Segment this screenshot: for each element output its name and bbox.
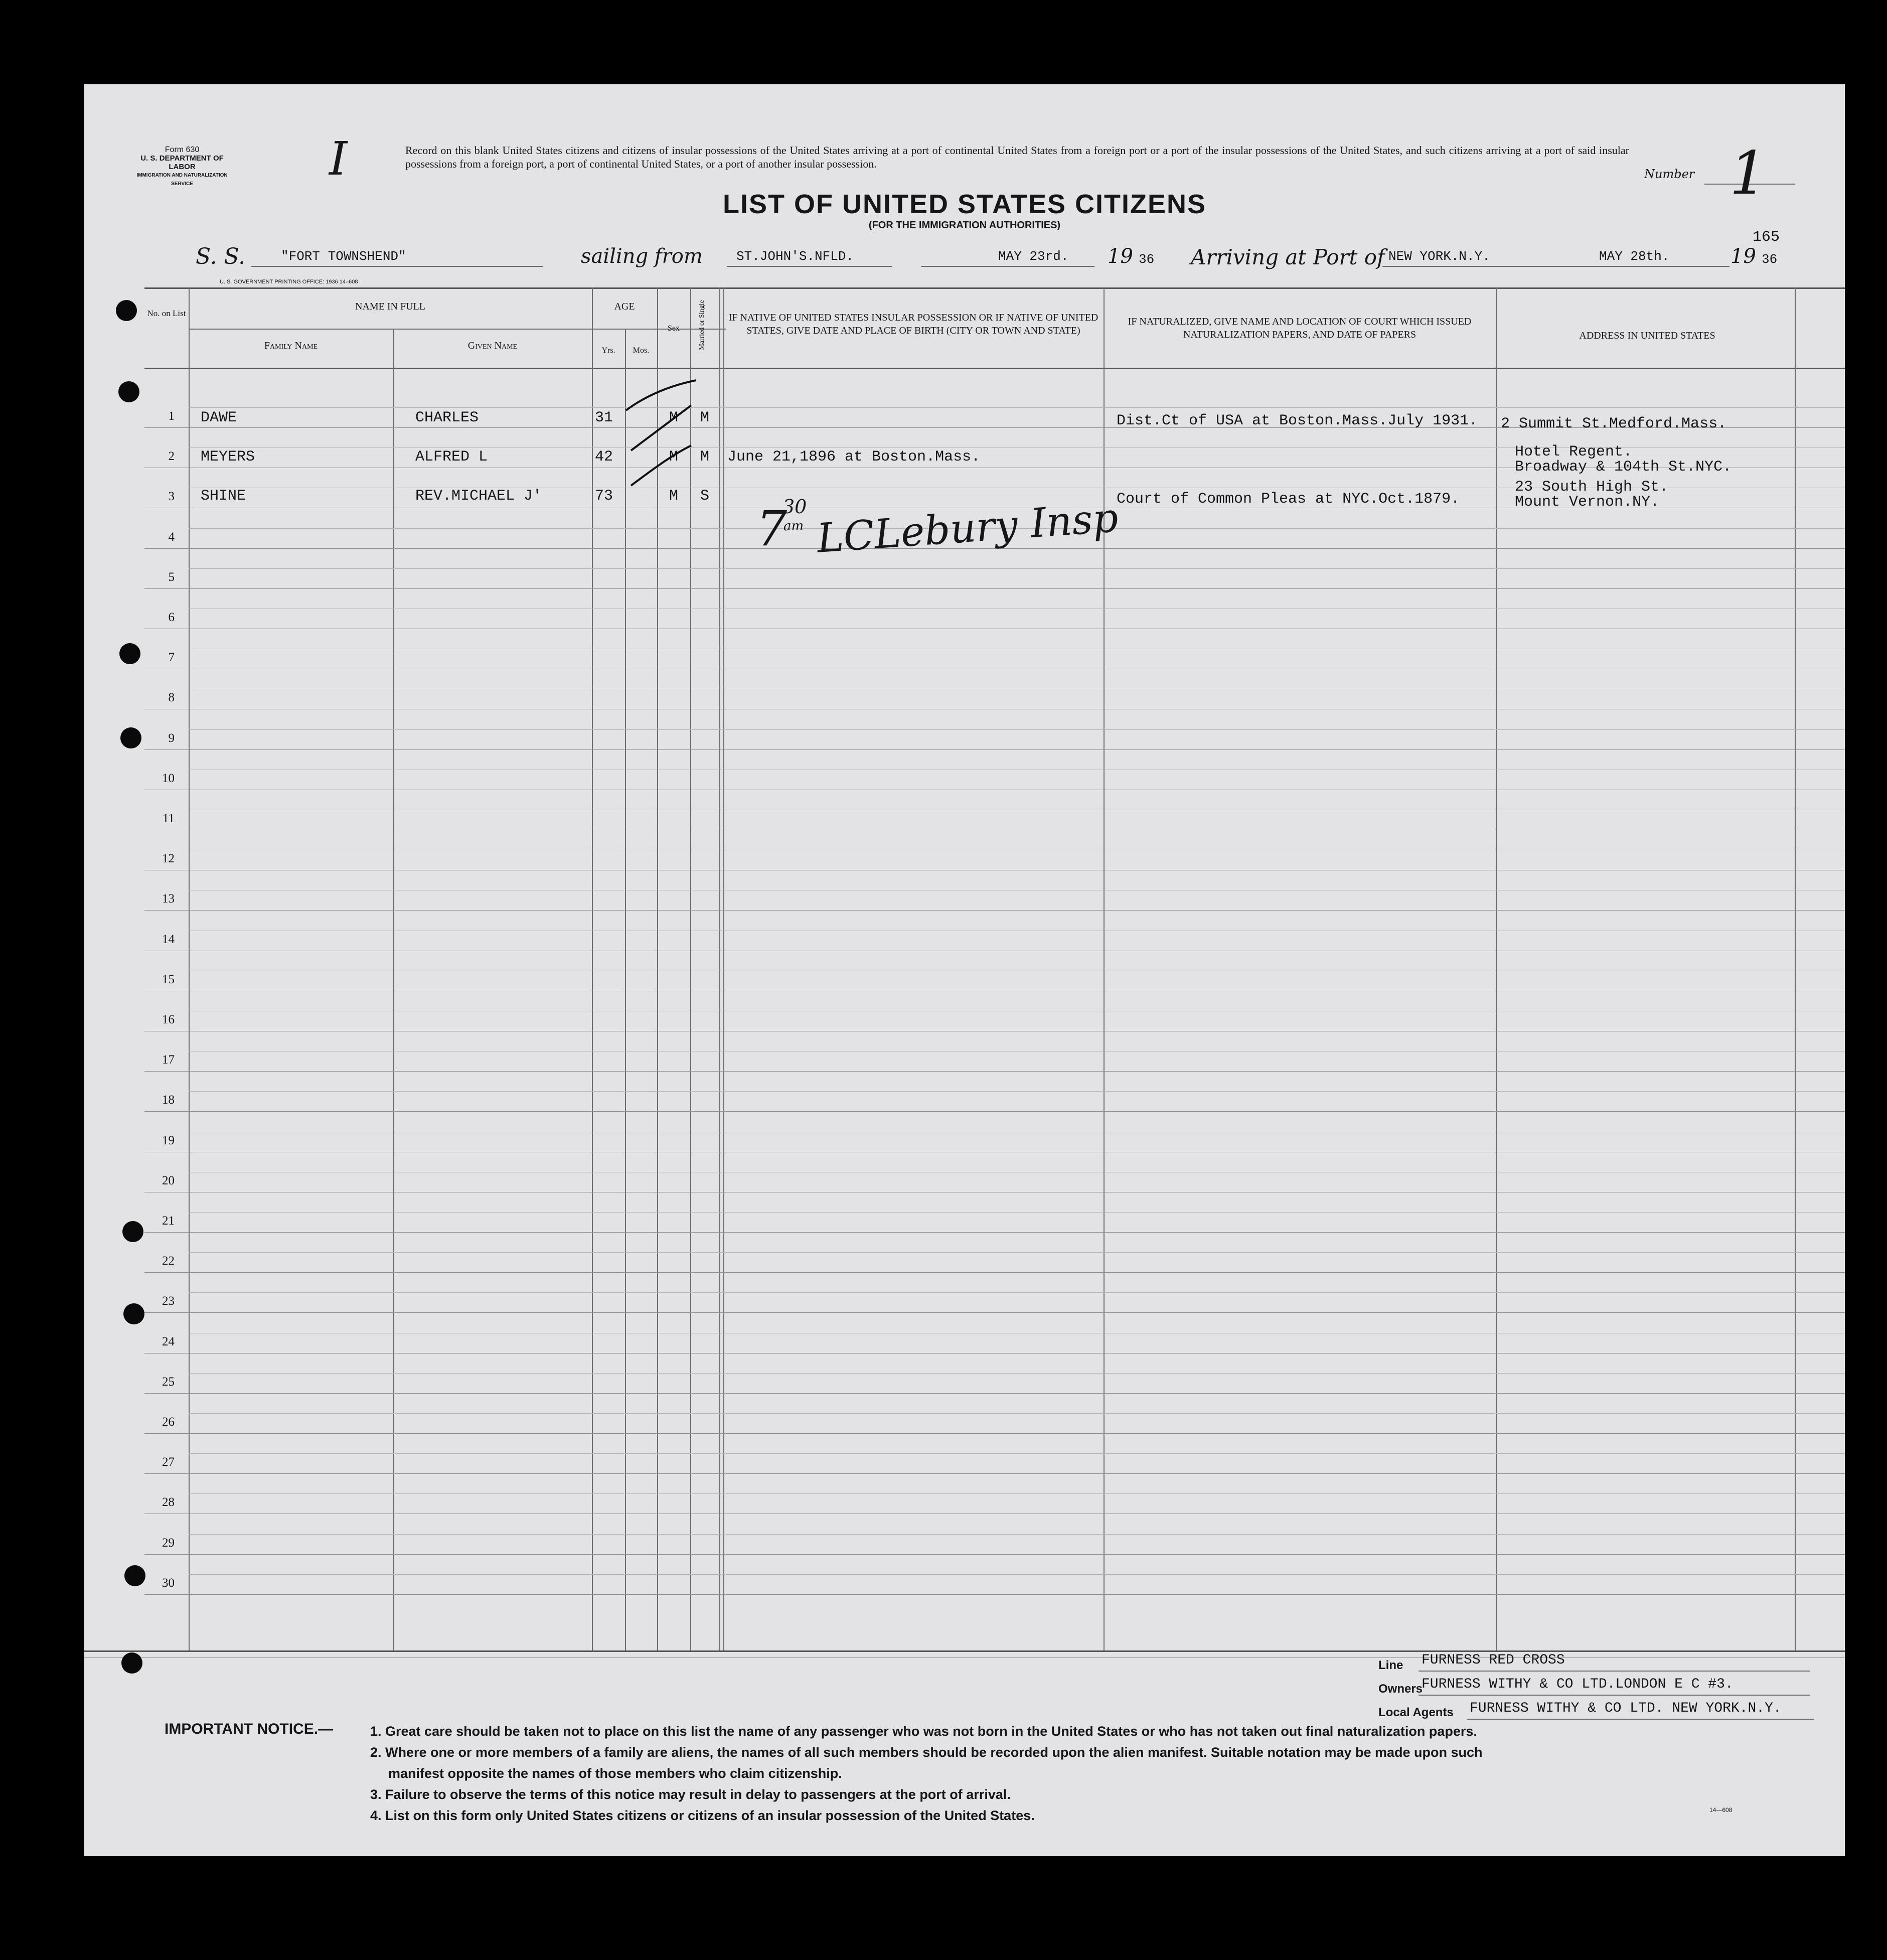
annotation-time: 7 xyxy=(756,501,788,557)
row-rule xyxy=(144,1433,1845,1434)
row-number: 3 xyxy=(168,490,175,504)
col-divider-naturalized xyxy=(1496,287,1497,1650)
row-rule xyxy=(144,1312,1845,1313)
header-given-name: Given Name xyxy=(467,340,518,351)
arrival-year-prefix: 19 xyxy=(1731,245,1756,268)
number-label: Number xyxy=(1644,167,1695,181)
col-divider-birth xyxy=(1104,287,1105,1650)
row-rule xyxy=(144,1232,1845,1233)
sailing-date: MAY 23rd. xyxy=(998,249,1069,264)
row-rule-light xyxy=(189,729,1845,730)
row-rule-light xyxy=(189,1292,1845,1293)
header-sex: Sex xyxy=(668,324,680,333)
row-rule xyxy=(144,1111,1845,1112)
row-number: 18 xyxy=(162,1093,175,1107)
line-label: Line xyxy=(1378,1659,1403,1672)
notice-item-3: 3. Failure to observe the terms of this notice may result in delay to passengers at the port of arrival. xyxy=(370,1787,1011,1802)
number-value: 1 xyxy=(1729,138,1768,208)
page-subtitle: (FOR THE IMMIGRATION AUTHORITIES) xyxy=(868,220,1061,231)
sailing-label: sailing from xyxy=(581,245,703,268)
passenger-2-marital: M xyxy=(700,448,710,466)
row-number: 10 xyxy=(162,771,175,785)
passenger-3-address-line1: 23 South High St. xyxy=(1515,479,1669,496)
notice-heading: IMPORTANT NOTICE.— xyxy=(165,1721,334,1737)
col-divider-yrs xyxy=(625,329,626,1650)
row-rule xyxy=(144,588,1845,589)
col-divider-address xyxy=(1795,287,1796,1650)
passenger-1-sex: M xyxy=(669,409,679,426)
arrival-year: 36 xyxy=(1762,252,1778,267)
row-number: 24 xyxy=(162,1334,175,1348)
passenger-2-given: ALFRED L xyxy=(415,448,488,466)
row-rule-light xyxy=(189,1091,1845,1092)
passenger-1-naturalized: Dist.Ct of USA at Boston.Mass.July 1931. xyxy=(1117,412,1478,429)
passenger-1-family: DAWE xyxy=(201,409,237,426)
row-rule xyxy=(144,910,1845,911)
col-divider-no xyxy=(189,287,190,1650)
line-underline xyxy=(1419,1671,1810,1672)
passenger-3-yrs: 73 xyxy=(595,488,613,505)
col-divider-ms-double xyxy=(723,287,724,1650)
row-number: 13 xyxy=(162,892,175,906)
name-age-divider xyxy=(189,329,726,330)
row-rule xyxy=(144,1473,1845,1474)
row-number: 17 xyxy=(162,1053,175,1067)
arrival-date: MAY 28th. xyxy=(1599,249,1670,264)
row-rule-light xyxy=(189,1212,1845,1213)
owners-name: FURNESS WITHY & CO LTD.LONDON E C #3. xyxy=(1422,1677,1734,1692)
agents-name: FURNESS WITHY & CO LTD. NEW YORK.N.Y. xyxy=(1470,1701,1782,1716)
binder-hole xyxy=(119,643,140,664)
sailing-year: 36 xyxy=(1139,252,1155,267)
row-number: 28 xyxy=(162,1495,175,1510)
passenger-2-yrs: 42 xyxy=(595,448,613,466)
passenger-1-marital: M xyxy=(700,409,710,426)
row-number: 1 xyxy=(168,409,175,423)
binder-hole xyxy=(116,300,137,321)
arrival-date-line xyxy=(1559,266,1729,267)
sailing-year-prefix: 19 xyxy=(1108,245,1133,268)
service-name: IMMIGRATION AND NATURALIZATION SERVICE xyxy=(136,173,228,187)
row-number: 29 xyxy=(162,1536,175,1550)
row-rule xyxy=(144,1554,1845,1555)
passenger-3-marital: S xyxy=(700,488,710,505)
binder-hole xyxy=(121,1652,142,1674)
notice-item-2-cont: manifest opposite the names of those members who claim citizenship. xyxy=(388,1766,842,1781)
row-number: 21 xyxy=(162,1214,175,1228)
manifest-sheet xyxy=(84,84,1845,1856)
header-naturalized: IF NATURALIZED, GIVE NAME AND LOCATION OF COURT WHICH ISSUED NATURALIZATION PAPERS, AND DATE OF PAPERS xyxy=(1128,316,1472,340)
header-address: ADDRESS IN UNITED STATES xyxy=(1579,330,1715,341)
arrival-port-line xyxy=(1382,266,1559,267)
col-divider-ms xyxy=(719,287,720,1650)
row-number: 11 xyxy=(162,812,175,825)
row-number: 9 xyxy=(168,731,175,745)
row-rule xyxy=(144,1071,1845,1072)
row-number: 8 xyxy=(168,691,175,705)
table-bottom-border xyxy=(84,1650,1845,1652)
row-rule xyxy=(144,749,1845,750)
sailing-port: ST.JOHN'S.NFLD. xyxy=(736,249,854,264)
inspector-signature: LCLebury Insp xyxy=(815,494,1120,562)
row-number: 27 xyxy=(162,1455,175,1469)
row-rule-light xyxy=(189,1574,1845,1575)
row-rule-light xyxy=(189,1453,1845,1454)
check-marks xyxy=(616,365,716,511)
passenger-1-address: 2 Summit St.Medford.Mass. xyxy=(1501,415,1727,432)
row-number: 15 xyxy=(162,972,175,986)
col-divider-given xyxy=(592,287,593,1650)
form-info xyxy=(129,145,235,188)
page-title: LIST OF UNITED STATES CITIZENS xyxy=(723,189,1206,219)
row-rule-light xyxy=(189,1373,1845,1374)
table-bottom-border-2 xyxy=(84,1657,1845,1658)
passenger-3-address-line2: Mount Vernon.NY. xyxy=(1515,494,1660,511)
row-number: 7 xyxy=(168,651,175,665)
department-name: U. S. DEPARTMENT OF LABOR xyxy=(140,154,224,171)
printing-office-note: U. S. GOVERNMENT PRINTING OFFICE: 1936 14–608 xyxy=(220,279,358,285)
passenger-2-address-line1: Hotel Regent. xyxy=(1515,443,1633,461)
row-rule-light xyxy=(189,1413,1845,1414)
header-mos: Mos. xyxy=(633,346,650,355)
row-number: 20 xyxy=(162,1173,175,1187)
sailing-date-line xyxy=(921,266,1094,267)
passenger-2-birth: June 21,1896 at Boston.Mass. xyxy=(727,448,981,466)
table-top-border xyxy=(144,287,1845,289)
header-family-name: Family Name xyxy=(264,340,318,351)
ship-name: "FORT TOWNSHEND" xyxy=(281,249,406,264)
row-rule-light xyxy=(189,1252,1845,1253)
passenger-3-sex: M xyxy=(669,488,679,505)
owners-underline xyxy=(1419,1695,1810,1696)
notice-list xyxy=(370,1721,1825,1826)
passenger-1-yrs: 31 xyxy=(595,409,613,426)
stamp-number: 165 xyxy=(1753,229,1780,246)
arriving-label: Arriving at Port of xyxy=(1191,245,1385,269)
sailing-port-line xyxy=(727,266,892,267)
annotation-time-sup: 30 xyxy=(782,496,807,518)
notice-item-4: 4. List on this form only United States citizens or citizens of an insular possession of the United States. xyxy=(370,1808,1035,1823)
line-name: FURNESS RED CROSS xyxy=(1422,1652,1565,1668)
passenger-3-family: SHINE xyxy=(201,488,246,505)
header-birth: IF NATIVE OF UNITED STATES INSULAR POSSESSION OR IF NATIVE OF UNITED STATES, GIVE DATE AND PLACE OF BIRTH (CITY OR TOWN AND STATE) xyxy=(728,312,1098,336)
form-number: Form 630 xyxy=(165,145,200,154)
row-rule-light xyxy=(189,1493,1845,1494)
row-rule xyxy=(144,1272,1845,1273)
binder-hole xyxy=(118,381,139,402)
ss-label: S. S. xyxy=(196,244,246,269)
binder-hole xyxy=(124,1565,145,1586)
passenger-3-given: REV.MICHAEL J' xyxy=(415,488,542,505)
row-number: 30 xyxy=(162,1576,175,1590)
header-yrs: Yrs. xyxy=(601,346,615,355)
binder-hole xyxy=(120,727,141,748)
ship-line xyxy=(251,266,543,267)
owners-label: Owners xyxy=(1378,1682,1423,1696)
header-no-on-list: No. on List xyxy=(147,309,186,318)
row-number: 14 xyxy=(162,932,175,946)
row-number: 25 xyxy=(162,1375,175,1389)
passenger-2-family: MEYERS xyxy=(201,448,255,466)
row-number: 22 xyxy=(162,1254,175,1268)
agents-underline xyxy=(1467,1719,1814,1720)
header-married-single: Married or Single xyxy=(698,300,706,350)
row-number: 12 xyxy=(162,852,175,866)
row-number: 23 xyxy=(162,1294,175,1308)
header-bottom-border xyxy=(144,368,1845,369)
print-code: 14—608 xyxy=(1709,1806,1733,1814)
passenger-2-address-line2: Broadway & 104th St.NYC. xyxy=(1515,459,1732,476)
row-number: 5 xyxy=(168,570,175,584)
binder-hole xyxy=(123,1303,144,1324)
row-number: 26 xyxy=(162,1415,175,1429)
arrival-port: NEW YORK.N.Y. xyxy=(1388,249,1490,264)
notice-item-2: 2. Where one or more members of a family are aliens, the names of all such members should be recorded upon the alien manifest. Suitable notation may be made upon such xyxy=(370,1745,1483,1760)
header-age: AGE xyxy=(614,301,635,312)
notice-item-1: 1. Great care should be taken not to place on this list the name of any passenger who was not born in the United States or who has not taken out final naturalization papers. xyxy=(370,1724,1477,1739)
row-rule xyxy=(144,1594,1845,1595)
binder-hole xyxy=(122,1221,143,1242)
row-number: 6 xyxy=(168,611,175,624)
row-rule-light xyxy=(189,1534,1845,1535)
row-number: 16 xyxy=(162,1013,175,1026)
header-name-in-full: NAME IN FULL xyxy=(355,301,425,312)
instruction-text: Record on this blank United States citizens and citizens of insular possessions of the United States arriving at a port of continental United States from a foreign port or a port of the insular possessions of the United States, and such citizens arriving at a port of said insular possessions from a foreign port, a port of continental United States, or a port of another insular possession. xyxy=(405,144,1629,170)
row-rule-light xyxy=(189,568,1845,569)
annotation-ampm: am xyxy=(783,519,804,534)
col-divider-family xyxy=(393,329,394,1650)
page-mark: I xyxy=(329,132,348,186)
row-rule-light xyxy=(189,407,1845,408)
passenger-2-sex: M xyxy=(669,448,679,466)
row-rule xyxy=(144,1393,1845,1394)
passenger-3-naturalized: Court of Common Pleas at NYC.Oct.1879. xyxy=(1117,491,1460,508)
passenger-1-given: CHARLES xyxy=(415,409,479,426)
row-number: 19 xyxy=(162,1133,175,1147)
agents-label: Local Agents xyxy=(1378,1706,1454,1719)
row-number: 2 xyxy=(168,449,175,464)
row-number: 4 xyxy=(168,530,175,544)
